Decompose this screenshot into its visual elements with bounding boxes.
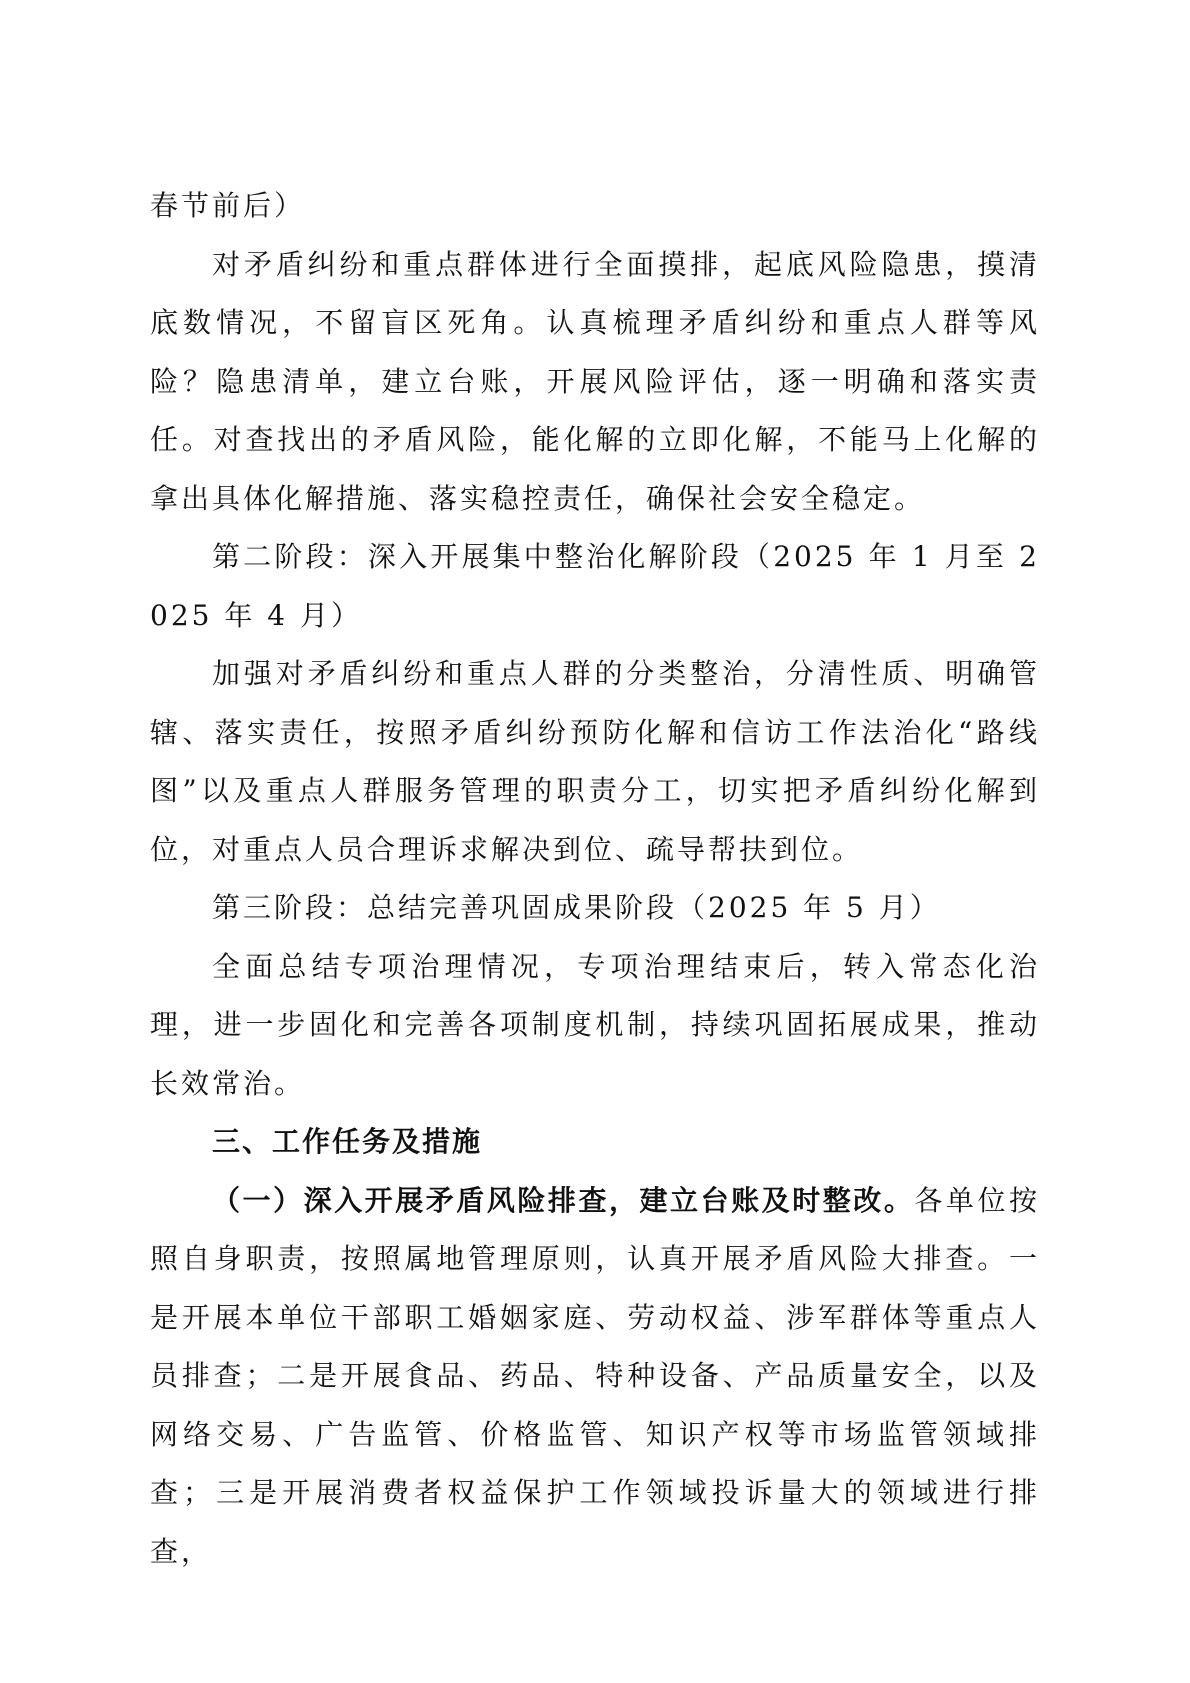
task1-paragraph: [150, 1172, 1040, 1582]
stage3-body: 全面总结专项治理情况，专项治理结束后，转入常态化治理，进一步固化和完善各项制度机制，持续巩固拓展成果，推动长效常治。: [150, 949, 1040, 1100]
stage2-title: 第二阶段：深入开展集中整治化解阶段（2025 年 1 月至 2025 年 4 月）: [150, 540, 1040, 632]
task1-lead: （一）深入开展矛盾风险排查，建立台账及时整改。: [212, 1183, 915, 1217]
stage1-continuation: 春节前后）: [150, 189, 306, 222]
section-heading: 三、工作任务及措施: [212, 1125, 483, 1158]
document-body: [150, 177, 1040, 1581]
stage2-body: 加强对矛盾纠纷和重点人群的分类整治，分清性质、明确管辖、落实责任，按照矛盾纠纷预防化解和信访工作法治化“路线图”以及重点人群服务管理的职责分工，切实把矛盾纠纷化解到位，对重点人员合理诉求解决到位、疏导帮扶到位。: [150, 657, 1040, 866]
task1-body: 各单位按照自身职责，按照属地管理原则，认真开展矛盾风险大排查。一是开展本单位干部职工婚姻家庭、劳动权益、涉军群体等重点人员排查；二是开展食品、药品、特种设备、产品质量安全，以及网络交易、广告监管、价格监管、知识产权等市场监管领域排查；三是开展消费者权益保护工作领域投诉量大的领域进行排查，: [150, 1183, 1040, 1568]
stage1-body: 对矛盾纠纷和重点群体进行全面摸排，起底风险隐患，摸清底数情况，不留盲区死角。认真梳理矛盾纠纷和重点人群等风险？隐患清单，建立台账，开展风险评估，逐一明确和落实责任。对查找出的矛盾风险，能化解的立即化解，不能马上化解的拿出具体化解措施、落实稳控责任，确保社会安全稳定。: [150, 247, 1040, 515]
stage3-title: 第三阶段：总结完善巩固成果阶段（2025 年 5 月）: [212, 891, 941, 924]
